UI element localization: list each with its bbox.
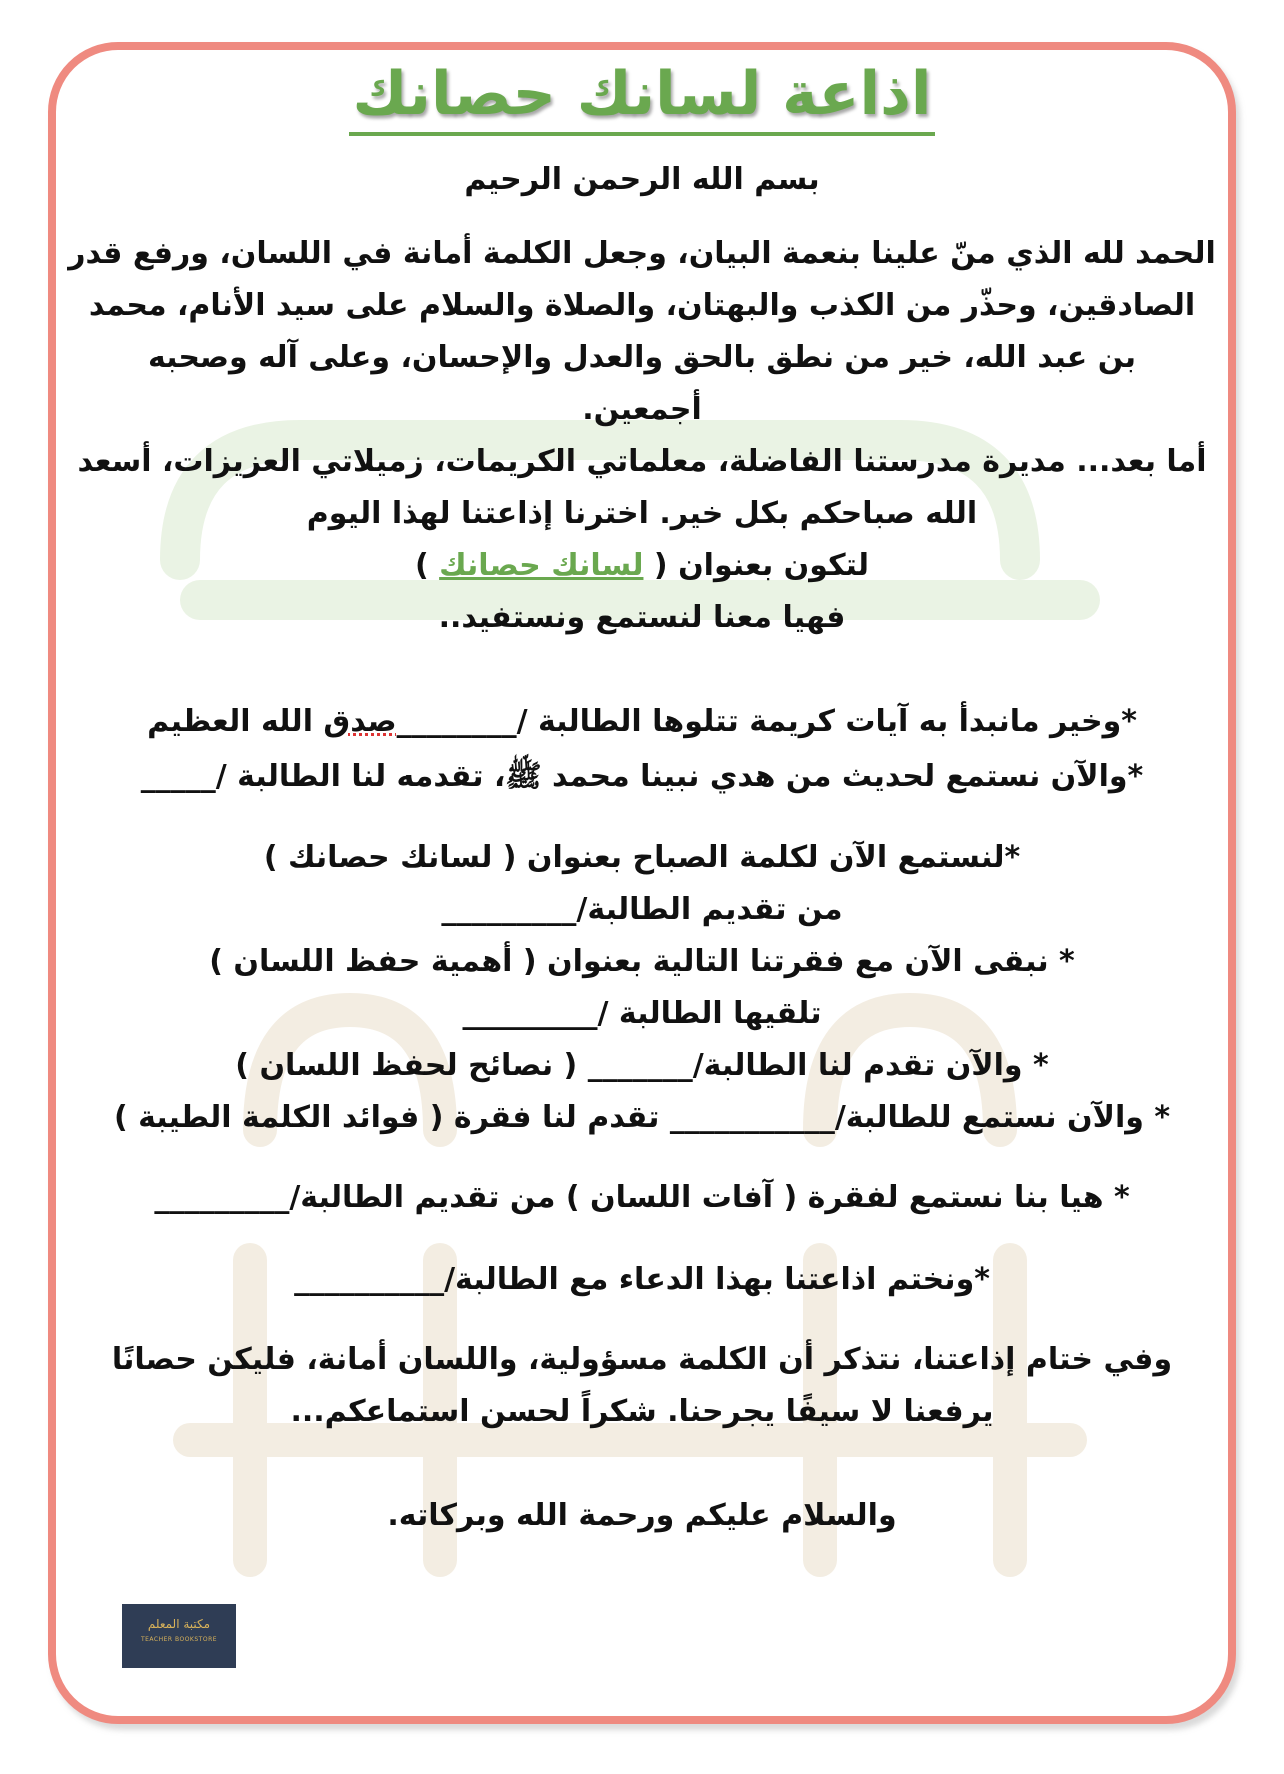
dua-line: *ونختم اذاعتنا بهذا الدعاء مع الطالبة/__________: [294, 1262, 990, 1297]
quran-sadaq: صدق: [323, 704, 397, 739]
intro-line-4: أجمعين.: [582, 392, 702, 427]
quran-suffix: الله العظيم: [147, 704, 324, 739]
closing-line-1: وفي ختام إذاعتنا، نتذكر أن الكلمة مسؤولية، واللسان أمانة، فليكن حصانًا: [111, 1342, 1173, 1377]
greeting-line-2: الله صباحكم بكل خير. اخترنا إذاعتنا لهذا اليوم: [306, 496, 978, 531]
benefits-line: * والآن نستمع للطالبة/___________ تقدم لنا فقرة ( فوائد الكلمة الطيبة ): [113, 1100, 1171, 1135]
intro-line-3: بن عبد الله، خير من نطق بالحق والعدل والإحسان، وعلى آله وصحبه: [147, 340, 1137, 375]
hadith-line: *والآن نستمع لحديث من هدي نبينا محمد ﷺ، تقدمه لنا الطالبة /_____: [140, 759, 1144, 794]
listen-line: فهيا معنا لنستمع ونستفيد..: [438, 600, 846, 635]
closing-line-2: يرفعنا لا سيفًا يجرحنا. شكراً لحسن استماعكم...: [290, 1394, 994, 1429]
bookstore-logo: [122, 1604, 236, 1668]
farewell-line: والسلام عليكم ورحمة الله وبركاته.: [387, 1498, 897, 1533]
greeting-line-1: أما بعد... مديرة مدرستنا الفاضلة، معلماتي الكريمات، زميلاتي العزيزات، أسعد: [77, 444, 1207, 479]
title-text: اذاعة لسانك حصانك: [349, 58, 936, 136]
paragraph-line-1: * نبقى الآن مع فقرتنا التالية بعنوان ( أهمية حفظ اللسان ): [209, 944, 1075, 979]
logo-arabic: مكتبة المعلم: [147, 1617, 211, 1631]
basmala: بسم الله الرحمن الرحيم: [464, 162, 820, 197]
topic-line: [0, 548, 1284, 583]
topic-prefix: لتكون بعنوان (: [653, 548, 870, 583]
harms-line: * هيا بنا نستمع لفقرة ( آفات اللسان ) من تقديم الطالبة/_________: [154, 1180, 1130, 1215]
topic-name: لسانك حصانك: [439, 548, 644, 583]
intro-line-2: الصادقين، وحذّر من الكذب والبهتان، والصلاة والسلام على سيد الأنام، محمد: [88, 288, 1196, 323]
intro-line-1: الحمد لله الذي منّ علينا بنعمة البيان، وجعل الكلمة أمانة في اللسان، ورفع قدر: [68, 236, 1216, 271]
word-line-2: من تقديم الطالبة/_________: [441, 892, 843, 927]
word-line-1: *لنستمع الآن لكلمة الصباح بعنوان ( لسانك حصانك ): [263, 840, 1021, 875]
quran-prefix: *وخير مانبدأ به آيات كريمة تتلوها الطالبة /________: [396, 704, 1137, 739]
topic-suffix: ): [414, 548, 429, 583]
tips-line: * والآن تقدم لنا الطالبة/_______ ( نصائح لحفظ اللسان ): [235, 1048, 1049, 1083]
logo-english: TEACHER BOOKSTORE: [140, 1636, 218, 1643]
quran-line: [0, 704, 1284, 739]
paragraph-line-2: تلقيها الطالبة /_________: [462, 996, 822, 1031]
page-title: [0, 58, 1284, 136]
